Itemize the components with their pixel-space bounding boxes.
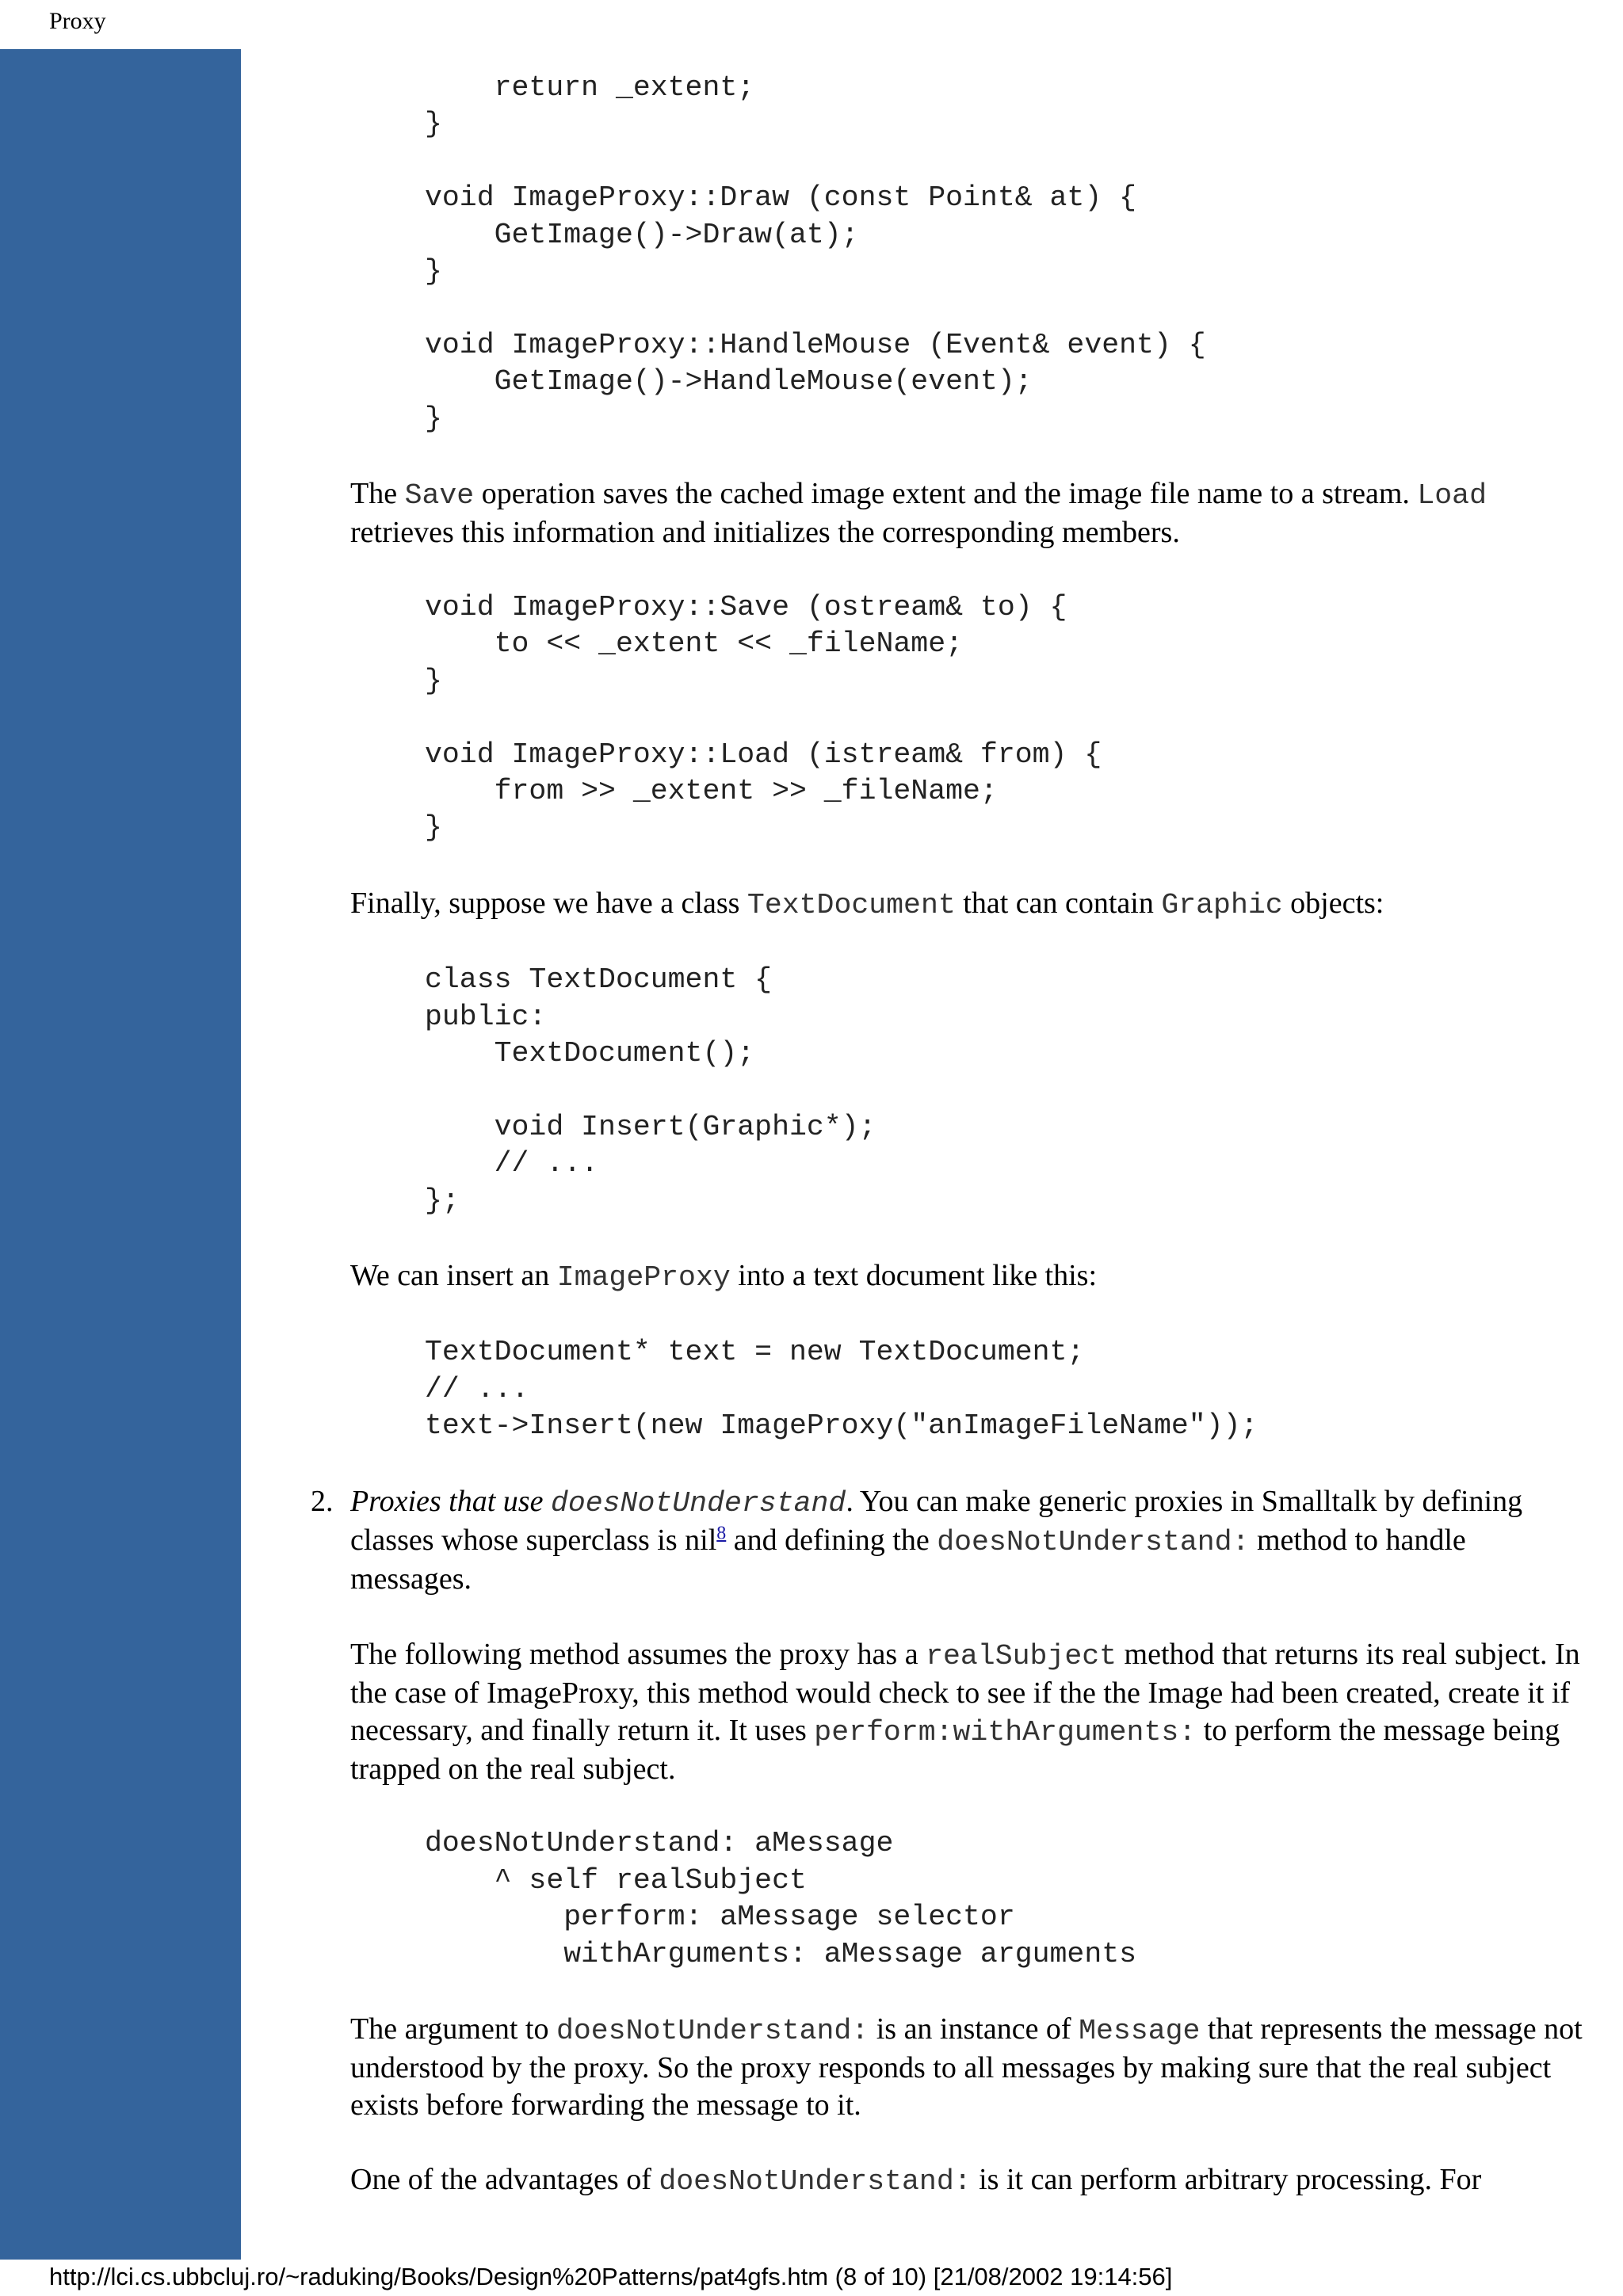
paragraph-textdocument (350, 885, 1594, 924)
text: method to handle messages. (350, 1524, 1466, 1596)
left-sidebar-bar (0, 49, 241, 2260)
paragraph-advantages (350, 2161, 1594, 2200)
item-heading: Proxies that use doesNotUnderstand (350, 1484, 846, 1520)
inline-code-graphic: Graphic (1161, 888, 1283, 921)
code-block-save-load: void ImageProxy::Save (ostream& to) { to << _extent << _fileName; } void ImageProxy::Load (istream& from) { from >> _extent >> _fileName; } (425, 590, 1102, 845)
footnote-link-8[interactable]: 8 (716, 1523, 727, 1544)
paragraph-message-argument (350, 2011, 1594, 2123)
inline-code-message: Message (1079, 2015, 1201, 2048)
code-block-textdocument-class: class TextDocument { public: TextDocument(); void Insert(Graphic*); // ... }; (425, 963, 876, 1217)
inline-code-doesnotunderstand-heading: doesNotUnderstand (550, 1486, 846, 1520)
inline-code-imageproxy: ImageProxy (556, 1261, 731, 1294)
inline-code-doesnotunderstand: doesNotUnderstand: (556, 2015, 869, 2048)
text: One of the advantages of (350, 2163, 659, 2197)
text: and defining the (726, 1524, 938, 1557)
list-number: 2. (311, 1484, 334, 1518)
text: objects: (1282, 886, 1384, 920)
inline-code-realsubject: realSubject (926, 1639, 1117, 1672)
text: The (350, 477, 405, 511)
text: The following method assumes the proxy has a (350, 1637, 926, 1671)
text: is it can perform arbitrary processing. For (971, 2163, 1482, 2197)
code-block-draw-handlemouse: return _extent; } void ImageProxy::Draw (const Point& at) { GetImage()->Draw(at); } void ImageProxy::HandleMouse (Event& event) { GetImage()->HandleMouse(event); } (425, 71, 1206, 435)
text: is an instance of (869, 2012, 1079, 2046)
text: that represents the message not understood by the proxy. So the proxy responds to all messages by making sure that the real subject exists before forwarding the message to it. (350, 2012, 1583, 2122)
inline-code-doesnotunderstand: doesNotUnderstand: (937, 1526, 1250, 1558)
inline-code-load: Load (1417, 479, 1487, 513)
inline-code-doesnotunderstand: doesNotUnderstand: (659, 2165, 972, 2199)
paragraph-insert-imageproxy (350, 1257, 1594, 1296)
main-content (311, 70, 1594, 2201)
text: The argument to (350, 2012, 556, 2046)
text: method that returns its real subject. In the case of ImageProxy, this method would check to see if the the Image had been created, create it if necessary, and finally return it. It uses (350, 1637, 1580, 1747)
text: . You can make generic proxies in Smalltalk by defining classes whose superclass is nil (350, 1484, 1523, 1557)
text: to perform the message being trapped on the real subject. (350, 1713, 1560, 1787)
inline-code-save: Save (404, 479, 475, 513)
page-header-title: Proxy (49, 8, 106, 34)
text: that can contain (955, 886, 1162, 920)
text: Finally, suppose we have a class (350, 886, 747, 920)
paragraph-proxies-doesnotunderstand (350, 1483, 1594, 1598)
text: operation saves the cached image extent and the image file name to a stream. (474, 477, 1418, 511)
code-block-insert-example: TextDocument* text = new TextDocument; // ... text->Insert(new ImageProxy("anImageFileName")); (425, 1336, 1258, 1443)
footer-source-url: http://lci.cs.ubbcluj.ro/~raduking/Books/Design%20Patterns/pat4gfs.htm (8 of 10) [21/08/2002 19:14:56] (49, 2263, 1173, 2290)
text: into a text document like this: (730, 1258, 1098, 1292)
list-item-2 (311, 1483, 1594, 2201)
code-block-doesnotunderstand: doesNotUnderstand: aMessage ^ self realSubject perform: aMessage selector withArguments: aMessage arguments (425, 1827, 1137, 1970)
paragraph-realsubject (350, 1636, 1594, 1788)
inline-code-perform-witharguments: perform:withArguments: (814, 1715, 1197, 1749)
text: We can insert an (350, 1258, 557, 1292)
text: retrieves this information and initializes the corresponding members. (350, 516, 1180, 550)
inline-code-textdocument: TextDocument (747, 888, 956, 921)
paragraph-save-load (350, 475, 1594, 551)
